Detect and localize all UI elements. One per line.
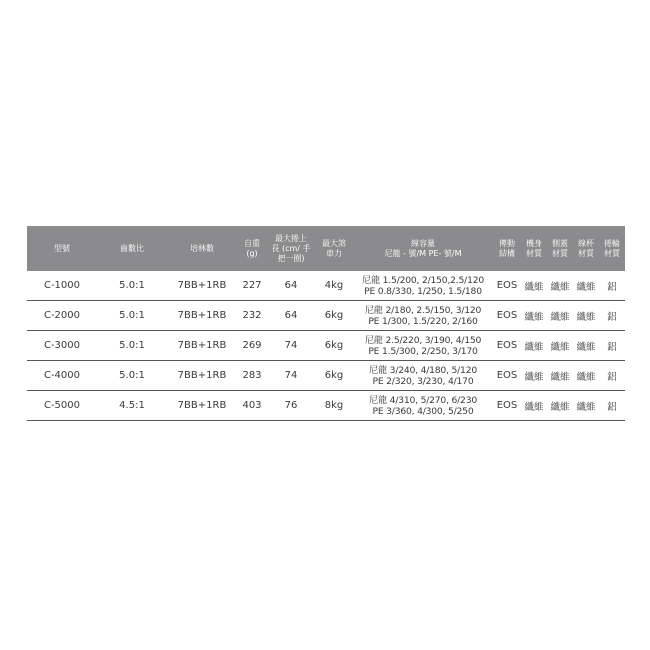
header-drag-line: 最大煞 [322,238,346,248]
side-material-cell: 纖維 [547,271,573,301]
capacity-cell [353,301,493,331]
retrieve-cell: 76 [267,391,315,421]
header-retrieve-line: 把一圈) [277,253,305,263]
drag-cell: 4kg [315,271,353,301]
drive-cell: EOS [493,361,521,391]
table-body [27,271,625,421]
header-bearings [167,226,237,271]
bearings-cell: 7BB+1RB [167,361,237,391]
side-material-cell: 纖維 [547,391,573,421]
bearings-cell: 7BB+1RB [167,391,237,421]
rotor-material-cell: 鋁 [599,301,625,331]
body-material-cell: 纖維 [521,361,547,391]
rotor-material-cell: 鋁 [599,331,625,361]
drive-cell: EOS [493,391,521,421]
drag-cell: 6kg [315,301,353,331]
header-retrieve-line: 長 (cm/ 手 [271,243,311,253]
table-header [27,226,625,271]
header-drag-line: 車力 [326,248,342,258]
model-cell: C-4000 [27,361,97,391]
header-side-material-line: 材質 [552,248,568,258]
header-rotor-material-line: 材質 [604,248,620,258]
weight-cell: 269 [237,331,267,361]
weight-cell: 232 [237,301,267,331]
header-model [27,226,97,271]
model-cell: C-3000 [27,331,97,361]
table-row [27,331,625,361]
spec-table [27,226,625,421]
weight-cell: 403 [237,391,267,421]
header-drive [493,226,521,271]
capacity-line: 尼龍 1.5/200, 2/150,2.5/120 [361,274,485,286]
table-row [27,361,625,391]
capacity-line: PE 3/360, 4/300, 5/250 [372,405,474,417]
header-row [27,226,625,271]
body-material-cell: 纖維 [521,331,547,361]
ratio-cell: 5.0:1 [97,301,167,331]
capacity-line: 尼龍 4/310, 5/270, 6/230 [368,394,477,406]
header-body-material [521,226,547,271]
drive-cell: EOS [493,331,521,361]
header-drive-line: 結構 [499,248,515,258]
bearings-cell: 7BB+1RB [167,271,237,301]
spool-material-cell: 纖維 [573,301,599,331]
header-rotor-material [599,226,625,271]
capacity-line: 尼龍 2.5/220, 3/190, 4/150 [364,334,482,346]
rotor-material-cell: 鋁 [599,271,625,301]
header-side-material-line: 側蓋 [552,238,568,248]
capacity-line: PE 1/300, 1.5/220, 2/160 [368,315,478,327]
header-retrieve [267,226,315,271]
capacity-cell [353,331,493,361]
table-row [27,301,625,331]
weight-cell: 283 [237,361,267,391]
table-row [27,271,625,301]
header-retrieve-line: 最大捲上 [275,233,307,243]
header-bearings-line: 培林數 [190,243,214,253]
drive-cell: EOS [493,271,521,301]
header-capacity-line: 尼龍 - 號/M PE- 號/M [384,248,462,258]
drag-cell: 6kg [315,361,353,391]
body-material-cell: 纖維 [521,271,547,301]
model-cell: C-2000 [27,301,97,331]
capacity-line: 尼龍 3/240, 4/180, 5/120 [368,364,477,376]
header-capacity [353,226,493,271]
spool-material-cell: 纖維 [573,361,599,391]
header-drag [315,226,353,271]
header-body-material-line: 機身 [526,238,542,248]
capacity-cell [353,271,493,301]
side-material-cell: 纖維 [547,331,573,361]
capacity-line: PE 1.5/300, 2/250, 3/170 [368,345,478,357]
side-material-cell: 纖維 [547,361,573,391]
retrieve-cell: 74 [267,331,315,361]
header-model-line: 型號 [54,243,70,253]
spool-material-cell: 纖維 [573,271,599,301]
table-row [27,391,625,421]
header-weight [237,226,267,271]
spool-material-cell: 纖維 [573,391,599,421]
retrieve-cell: 74 [267,361,315,391]
model-cell: C-1000 [27,271,97,301]
body-material-cell: 纖維 [521,301,547,331]
side-material-cell: 纖維 [547,301,573,331]
capacity-line: PE 0.8/330, 1/250, 1.5/180 [364,285,482,297]
ratio-cell: 5.0:1 [97,331,167,361]
drive-cell: EOS [493,301,521,331]
spool-material-cell: 纖維 [573,331,599,361]
drag-cell: 6kg [315,331,353,361]
header-spool-material [573,226,599,271]
capacity-cell [353,361,493,391]
capacity-line: PE 2/320, 3/230, 4/170 [372,375,474,387]
header-body-material-line: 材質 [526,248,542,258]
header-spool-material-line: 材質 [578,248,594,258]
drag-cell: 8kg [315,391,353,421]
header-spool-material-line: 線杯 [578,238,594,248]
weight-cell: 227 [237,271,267,301]
header-weight-line: 自重 [244,238,260,248]
bearings-cell: 7BB+1RB [167,331,237,361]
capacity-line: 尼龍 2/180, 2.5/150, 3/120 [364,304,482,316]
retrieve-cell: 64 [267,301,315,331]
header-rotor-material-line: 捲輪 [604,238,620,248]
header-weight-line: (g) [246,248,258,258]
header-ratio [97,226,167,271]
body-material-cell: 纖維 [521,391,547,421]
bearings-cell: 7BB+1RB [167,301,237,331]
rotor-material-cell: 鋁 [599,361,625,391]
ratio-cell: 5.0:1 [97,271,167,301]
ratio-cell: 5.0:1 [97,361,167,391]
ratio-cell: 4.5:1 [97,391,167,421]
header-drive-line: 傳動 [499,238,515,248]
header-capacity-line: 線容量 [411,238,435,248]
capacity-cell [353,391,493,421]
rotor-material-cell: 鋁 [599,391,625,421]
model-cell: C-5000 [27,391,97,421]
header-ratio-line: 齒數比 [120,243,144,253]
header-side-material [547,226,573,271]
retrieve-cell: 64 [267,271,315,301]
